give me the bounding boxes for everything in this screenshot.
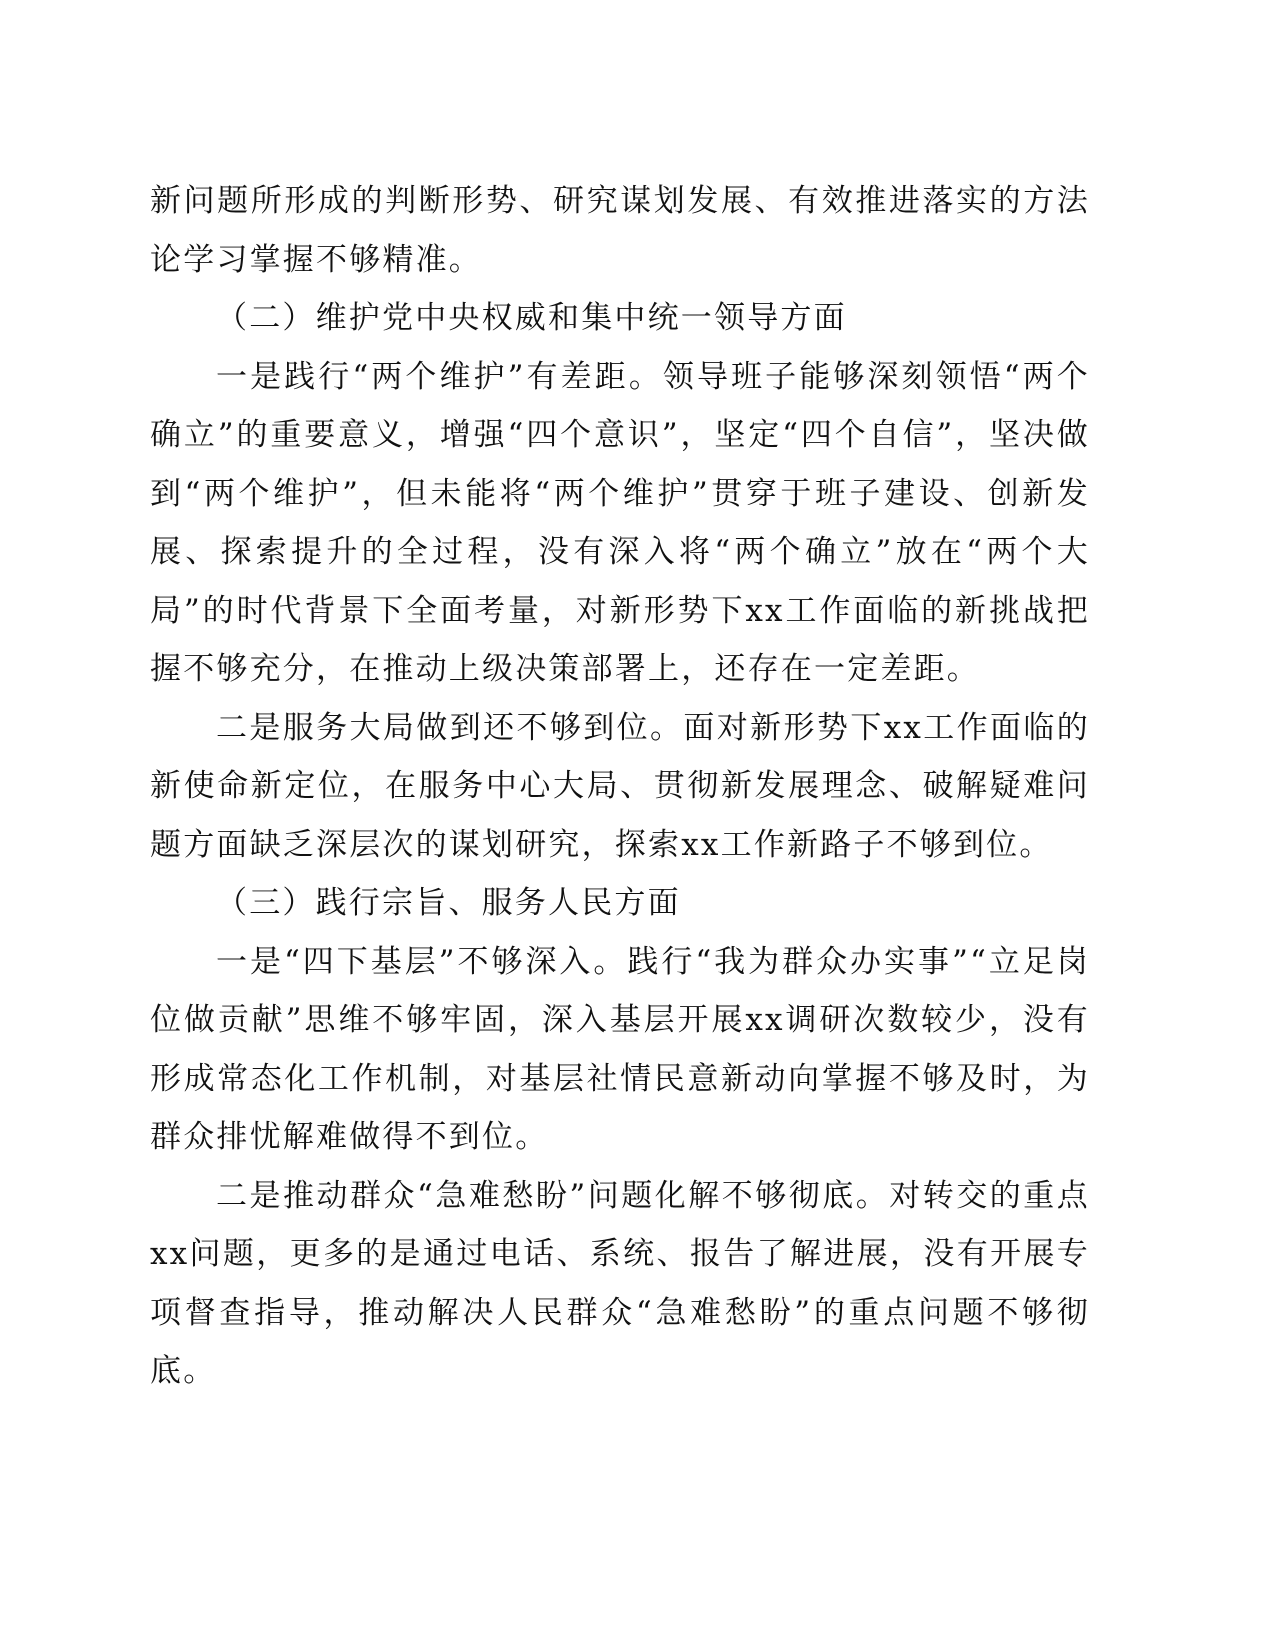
paragraph-urgent-issues: 二是推动群众“急难愁盼”问题化解不够彻底。对转交的重点xx问题，更多的是通过电话、系统、报告了解进展，没有开展专项督查指导，推动解决人民群众“急难愁盼”的重点问题不够彻底。 [150,1177,1090,1389]
document-body [150,172,1090,1401]
paragraph-serve-overall: 二是服务大局做到还不够到位。面对新形势下xx工作面临的新使命新定位，在服务中心大局、贯彻新发展理念、破解疑难问题方面缺乏深层次的谋划研究，探索xx工作新路子不够到位。 [150,709,1090,863]
paragraph-two-maintenance: 一是践行“两个维护”有差距。领导班子能够深刻领悟“两个确立”的重要意义，增强“四个意识”，坚定“四个自信”，坚决做到“两个维护”，但未能将“两个维护”贯穿于班子建设、创新发展、探索提升的全过程，没有深入将“两个确立”放在“两个大局”的时代背景下全面考量，对新形势下xx工作面临的新挑战把握不够充分，在推动上级决策部署上，还存在一定差距。 [150,358,1090,687]
section-heading-two: （二）维护党中央权威和集中统一领导方面 [216,300,847,336]
paragraph-four-grassroots: 一是“四下基层”不够深入。践行“我为群众办实事”“立足岗位做贡献”思维不够牢固，深入基层开展xx调研次数较少，没有形成常态化工作机制，对基层社情民意新动向掌握不够及时，为群众排忧解难做得不到位。 [150,943,1090,1155]
paragraph-continuation: 新问题所形成的判断形势、研究谋划发展、有效推进落实的方法论学习掌握不够精准。 [150,183,1090,278]
section-heading-three: （三）践行宗旨、服务人民方面 [216,885,681,921]
